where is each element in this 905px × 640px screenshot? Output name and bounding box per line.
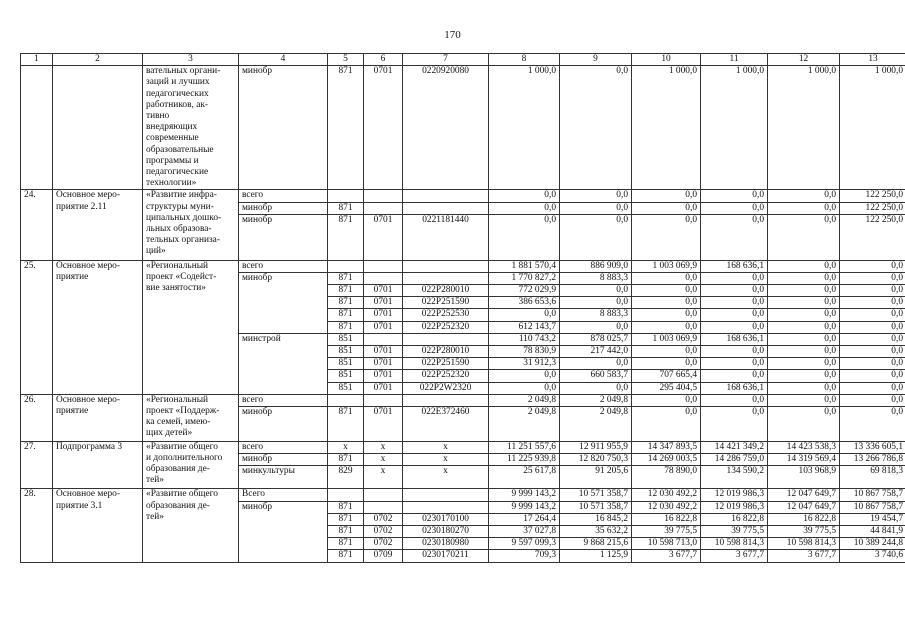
- column-header: 9: [560, 54, 632, 66]
- value-cell: 0,0: [560, 190, 632, 202]
- table-row: [21, 54, 905, 66]
- budget-table: [20, 53, 905, 563]
- value-cell: 0,0: [768, 407, 840, 442]
- code-cell: 0701: [364, 382, 403, 394]
- column-header: 2: [53, 54, 143, 66]
- executor-cell: минобр: [239, 66, 328, 190]
- row-number: 27.: [21, 441, 53, 489]
- value-cell: 3 677,7: [632, 550, 701, 562]
- value-cell: 0,0: [489, 202, 560, 214]
- value-cell: 0,0: [768, 285, 840, 297]
- table-row: [21, 260, 905, 272]
- program-name: «Региональный проект «Содейст- вие занятости»: [143, 260, 239, 394]
- code-cell: 0701: [364, 370, 403, 382]
- program-name: «Развитие общего и дополнительного образования де- тей»: [143, 441, 239, 489]
- code-cell: 0701: [364, 297, 403, 309]
- code-cell: 022E372460: [403, 407, 489, 442]
- page-number: 170: [444, 29, 461, 41]
- value-cell: 0,0: [560, 321, 632, 333]
- code-cell: 0230180270: [403, 526, 489, 538]
- executor-cell: минкультуры: [239, 466, 328, 489]
- value-cell: 2 049,8: [560, 394, 632, 406]
- program-name: «Развитие инфра- структуры муни- ципальных дошко- льных образова- тельных организа- ций»: [143, 190, 239, 260]
- value-cell: 168 636,1: [701, 333, 768, 345]
- column-header: 13: [840, 54, 905, 66]
- value-cell: 2 049,8: [489, 394, 560, 406]
- code-cell: [364, 501, 403, 513]
- code-cell: 851: [328, 333, 364, 345]
- value-cell: 1 003 069,9: [632, 260, 701, 272]
- value-cell: 0,0: [560, 358, 632, 370]
- value-cell: 0,0: [840, 346, 905, 358]
- column-header: 3: [143, 54, 239, 66]
- value-cell: 0,0: [701, 297, 768, 309]
- code-cell: 022P280010: [403, 346, 489, 358]
- code-cell: [403, 394, 489, 406]
- value-cell: 0,0: [768, 382, 840, 394]
- code-cell: 022P251590: [403, 358, 489, 370]
- code-cell: [328, 190, 364, 202]
- row-number: 28.: [21, 489, 53, 562]
- value-cell: 1 881 570,4: [489, 260, 560, 272]
- value-cell: 0,0: [632, 394, 701, 406]
- executor-cell: минобр: [239, 202, 328, 214]
- value-cell: 0,0: [701, 190, 768, 202]
- value-cell: 8 883,3: [560, 309, 632, 321]
- value-cell: 0,0: [632, 309, 701, 321]
- code-cell: 871: [328, 285, 364, 297]
- code-cell: 0701: [364, 358, 403, 370]
- value-cell: 0,0: [840, 309, 905, 321]
- column-header: 7: [403, 54, 489, 66]
- code-cell: 0702: [364, 526, 403, 538]
- code-cell: [403, 260, 489, 272]
- value-cell: 0,0: [768, 190, 840, 202]
- value-cell: 39 775,5: [768, 526, 840, 538]
- value-cell: 0,0: [701, 272, 768, 284]
- code-cell: 871: [328, 297, 364, 309]
- value-cell: 0,0: [840, 285, 905, 297]
- column-header: 8: [489, 54, 560, 66]
- code-cell: 022P252320: [403, 370, 489, 382]
- value-cell: 0,0: [768, 309, 840, 321]
- value-cell: 0,0: [632, 285, 701, 297]
- value-cell: 0,0: [701, 358, 768, 370]
- code-cell: 022P251590: [403, 297, 489, 309]
- code-cell: [403, 202, 489, 214]
- code-cell: 0701: [364, 285, 403, 297]
- value-cell: 0,0: [768, 370, 840, 382]
- executor-cell: всего: [239, 394, 328, 406]
- value-cell: 17 264,4: [489, 513, 560, 525]
- value-cell: 16 822,8: [701, 513, 768, 525]
- value-cell: 19 454,7: [840, 513, 905, 525]
- column-header: 5: [328, 54, 364, 66]
- item-type: Основное меро- приятие 2.11: [53, 190, 143, 260]
- value-cell: 2 049,8: [560, 407, 632, 442]
- value-cell: 12 047 649,7: [768, 489, 840, 501]
- column-header: 10: [632, 54, 701, 66]
- executor-cell: минстрой: [239, 333, 328, 394]
- value-cell: 3 677,7: [701, 550, 768, 562]
- code-cell: 871: [328, 321, 364, 333]
- value-cell: 1 000,0: [768, 66, 840, 190]
- value-cell: 122 250,0: [840, 190, 905, 202]
- value-cell: 1 000,0: [840, 66, 905, 190]
- code-cell: 829: [328, 466, 364, 489]
- value-cell: 217 442,0: [560, 346, 632, 358]
- code-cell: х: [328, 441, 364, 453]
- column-header: 12: [768, 54, 840, 66]
- value-cell: 0,0: [768, 346, 840, 358]
- value-cell: 0,0: [768, 333, 840, 345]
- value-cell: 1 000,0: [489, 66, 560, 190]
- value-cell: 0,0: [632, 358, 701, 370]
- column-header: 11: [701, 54, 768, 66]
- code-cell: 871: [328, 513, 364, 525]
- value-cell: 11 225 939,8: [489, 453, 560, 465]
- code-cell: 0709: [364, 550, 403, 562]
- code-cell: [364, 272, 403, 284]
- executor-cell: всего: [239, 441, 328, 453]
- value-cell: 25 617,8: [489, 466, 560, 489]
- value-cell: 14 421 349,2: [701, 441, 768, 453]
- column-header: 4: [239, 54, 328, 66]
- value-cell: 1 000,0: [701, 66, 768, 190]
- column-header: 6: [364, 54, 403, 66]
- code-cell: 0230170100: [403, 513, 489, 525]
- code-cell: [403, 333, 489, 345]
- value-cell: 122 250,0: [840, 202, 905, 214]
- table-row: [21, 394, 905, 406]
- code-cell: 0701: [364, 346, 403, 358]
- code-cell: [328, 260, 364, 272]
- value-cell: 0,0: [632, 214, 701, 260]
- value-cell: 16 822,8: [632, 513, 701, 525]
- table-cell: [53, 66, 143, 190]
- code-cell: х: [403, 466, 489, 489]
- value-cell: 11 251 557,6: [489, 441, 560, 453]
- value-cell: 13 336 605,1: [840, 441, 905, 453]
- value-cell: 16 822,8: [768, 513, 840, 525]
- code-cell: 871: [328, 272, 364, 284]
- code-cell: [403, 501, 489, 513]
- item-type: Основное меро- приятие 3.1: [53, 489, 143, 562]
- value-cell: 10 867 758,7: [840, 489, 905, 501]
- code-cell: 0230180980: [403, 538, 489, 550]
- code-cell: х: [403, 441, 489, 453]
- value-cell: 0,0: [632, 202, 701, 214]
- value-cell: 37 027,8: [489, 526, 560, 538]
- value-cell: 0,0: [768, 272, 840, 284]
- value-cell: 0,0: [840, 394, 905, 406]
- program-name: «Региональный проект «Поддерж- ка семей, имею- щих детей»: [143, 394, 239, 441]
- table-row: [21, 66, 905, 190]
- value-cell: 78 890,0: [632, 466, 701, 489]
- value-cell: 0,0: [840, 321, 905, 333]
- code-cell: [364, 333, 403, 345]
- value-cell: 78 830,9: [489, 346, 560, 358]
- value-cell: 0,0: [701, 370, 768, 382]
- value-cell: 69 818,3: [840, 466, 905, 489]
- value-cell: 0,0: [840, 358, 905, 370]
- row-number: 26.: [21, 394, 53, 441]
- value-cell: 10 571 358,7: [560, 501, 632, 513]
- value-cell: 0,0: [489, 370, 560, 382]
- table-row: [21, 441, 905, 453]
- value-cell: 0,0: [560, 297, 632, 309]
- value-cell: 3 677,7: [768, 550, 840, 562]
- value-cell: 12 019 986,3: [701, 501, 768, 513]
- value-cell: 31 912,3: [489, 358, 560, 370]
- value-cell: 0,0: [489, 382, 560, 394]
- value-cell: 0,0: [560, 202, 632, 214]
- value-cell: 0,0: [768, 297, 840, 309]
- executor-cell: минобр: [239, 501, 328, 562]
- value-cell: 14 347 893,5: [632, 441, 701, 453]
- value-cell: 0,0: [701, 394, 768, 406]
- value-cell: 0,0: [560, 66, 632, 190]
- value-cell: 0,0: [840, 297, 905, 309]
- value-cell: 9 597 099,3: [489, 538, 560, 550]
- value-cell: 0,0: [701, 407, 768, 442]
- column-header: 1: [21, 54, 53, 66]
- value-cell: 10 867 758,7: [840, 501, 905, 513]
- value-cell: 103 968,9: [768, 466, 840, 489]
- value-cell: 0,0: [632, 321, 701, 333]
- value-cell: 91 205,6: [560, 466, 632, 489]
- value-cell: 1 125,9: [560, 550, 632, 562]
- value-cell: 0,0: [701, 202, 768, 214]
- code-cell: 0230170211: [403, 550, 489, 562]
- value-cell: 0,0: [560, 214, 632, 260]
- value-cell: 0,0: [840, 272, 905, 284]
- code-cell: 851: [328, 346, 364, 358]
- executor-cell: всего: [239, 190, 328, 202]
- code-cell: 0220920080: [403, 66, 489, 190]
- value-cell: 0,0: [632, 346, 701, 358]
- value-cell: 110 743,2: [489, 333, 560, 345]
- code-cell: [364, 489, 403, 501]
- executor-cell: минобр: [239, 453, 328, 465]
- code-cell: 0221181440: [403, 214, 489, 260]
- code-cell: [328, 489, 364, 501]
- code-cell: 871: [328, 538, 364, 550]
- value-cell: 386 653,6: [489, 297, 560, 309]
- value-cell: 0,0: [701, 346, 768, 358]
- code-cell: х: [364, 466, 403, 489]
- executor-cell: всего: [239, 260, 328, 272]
- program-name: «Развитие общего образования де- тей»: [143, 489, 239, 562]
- row-number: 24.: [21, 190, 53, 260]
- table-row: [21, 489, 905, 501]
- code-cell: [403, 272, 489, 284]
- value-cell: 0,0: [632, 297, 701, 309]
- value-cell: 13 266 786,8: [840, 453, 905, 465]
- value-cell: 0,0: [701, 214, 768, 260]
- code-cell: х: [403, 453, 489, 465]
- value-cell: 10 598 814,3: [768, 538, 840, 550]
- value-cell: 709,3: [489, 550, 560, 562]
- value-cell: 0,0: [768, 202, 840, 214]
- code-cell: 871: [328, 309, 364, 321]
- value-cell: 0,0: [489, 214, 560, 260]
- value-cell: 0,0: [560, 382, 632, 394]
- row-number: 25.: [21, 260, 53, 394]
- value-cell: 10 571 358,7: [560, 489, 632, 501]
- item-type: Подпрограмма 3: [53, 441, 143, 489]
- value-cell: 168 636,1: [701, 260, 768, 272]
- value-cell: 0,0: [560, 285, 632, 297]
- value-cell: 0,0: [840, 370, 905, 382]
- value-cell: 12 820 750,3: [560, 453, 632, 465]
- code-cell: 871: [328, 407, 364, 442]
- code-cell: [364, 260, 403, 272]
- value-cell: 168 636,1: [701, 382, 768, 394]
- code-cell: 851: [328, 370, 364, 382]
- value-cell: 12 047 649,7: [768, 501, 840, 513]
- value-cell: 0,0: [840, 333, 905, 345]
- code-cell: 0701: [364, 407, 403, 442]
- value-cell: 9 999 143,2: [489, 489, 560, 501]
- value-cell: 0,0: [768, 214, 840, 260]
- value-cell: 0,0: [840, 407, 905, 442]
- executor-cell: Всего: [239, 489, 328, 501]
- value-cell: 0,0: [768, 260, 840, 272]
- code-cell: [364, 202, 403, 214]
- code-cell: 0701: [364, 309, 403, 321]
- value-cell: 10 389 244,8: [840, 538, 905, 550]
- code-cell: 871: [328, 214, 364, 260]
- code-cell: 0701: [364, 321, 403, 333]
- value-cell: 707 665,4: [632, 370, 701, 382]
- value-cell: 12 911 955,9: [560, 441, 632, 453]
- code-cell: х: [364, 441, 403, 453]
- value-cell: 12 030 492,2: [632, 489, 701, 501]
- value-cell: 660 583,7: [560, 370, 632, 382]
- code-cell: [364, 190, 403, 202]
- code-cell: 851: [328, 382, 364, 394]
- code-cell: 022P2W2320: [403, 382, 489, 394]
- value-cell: 1 003 069,9: [632, 333, 701, 345]
- value-cell: 0,0: [632, 190, 701, 202]
- value-cell: 295 404,5: [632, 382, 701, 394]
- executor-cell: минобр: [239, 407, 328, 442]
- code-cell: 0701: [364, 214, 403, 260]
- code-cell: 022P280010: [403, 285, 489, 297]
- code-cell: 871: [328, 501, 364, 513]
- value-cell: 0,0: [840, 382, 905, 394]
- value-cell: 16 845,2: [560, 513, 632, 525]
- code-cell: 0702: [364, 513, 403, 525]
- executor-cell: минобр: [239, 272, 328, 333]
- value-cell: 39 775,5: [701, 526, 768, 538]
- value-cell: 772 029,9: [489, 285, 560, 297]
- value-cell: 1 000,0: [632, 66, 701, 190]
- code-cell: х: [364, 453, 403, 465]
- value-cell: 122 250,0: [840, 214, 905, 260]
- code-cell: [328, 394, 364, 406]
- value-cell: 0,0: [840, 260, 905, 272]
- value-cell: 0,0: [768, 358, 840, 370]
- value-cell: 612 143,7: [489, 321, 560, 333]
- code-cell: 871: [328, 202, 364, 214]
- value-cell: 0,0: [701, 309, 768, 321]
- code-cell: [403, 489, 489, 501]
- value-cell: 14 423 538,3: [768, 441, 840, 453]
- value-cell: 9 868 215,6: [560, 538, 632, 550]
- value-cell: 0,0: [701, 321, 768, 333]
- code-cell: 851: [328, 358, 364, 370]
- value-cell: 10 598 814,3: [701, 538, 768, 550]
- value-cell: 14 286 759,0: [701, 453, 768, 465]
- code-cell: 022P252530: [403, 309, 489, 321]
- value-cell: 3 740,6: [840, 550, 905, 562]
- value-cell: 0,0: [768, 321, 840, 333]
- value-cell: 0,0: [768, 394, 840, 406]
- code-cell: 871: [328, 526, 364, 538]
- value-cell: 2 049,8: [489, 407, 560, 442]
- code-cell: 871: [328, 453, 364, 465]
- value-cell: 14 269 003,5: [632, 453, 701, 465]
- table-cell: [21, 66, 53, 190]
- value-cell: 35 632,2: [560, 526, 632, 538]
- value-cell: 12 030 492,2: [632, 501, 701, 513]
- value-cell: 14 319 569,4: [768, 453, 840, 465]
- code-cell: 871: [328, 66, 364, 190]
- code-cell: 0702: [364, 538, 403, 550]
- program-name: вательных органи- заций и лучших педагогических работников, ак- тивно внедряющих современные образовательные программы и педагогические технологии»: [143, 66, 239, 190]
- executor-cell: минобр: [239, 214, 328, 260]
- code-cell: 0701: [364, 66, 403, 190]
- code-cell: 022P252320: [403, 321, 489, 333]
- value-cell: 0,0: [632, 407, 701, 442]
- value-cell: 886 909,0: [560, 260, 632, 272]
- value-cell: 39 775,5: [632, 526, 701, 538]
- value-cell: 134 590,2: [701, 466, 768, 489]
- code-cell: [403, 190, 489, 202]
- value-cell: 12 019 986,3: [701, 489, 768, 501]
- value-cell: 1 770 827,2: [489, 272, 560, 284]
- item-type: Основное меро- приятие: [53, 394, 143, 441]
- value-cell: 0,0: [632, 272, 701, 284]
- value-cell: 0,0: [489, 190, 560, 202]
- value-cell: 0,0: [489, 309, 560, 321]
- code-cell: 871: [328, 550, 364, 562]
- value-cell: 0,0: [701, 285, 768, 297]
- item-type: Основное меро- приятие: [53, 260, 143, 394]
- value-cell: 10 598 713,0: [632, 538, 701, 550]
- value-cell: 9 999 143,2: [489, 501, 560, 513]
- value-cell: 8 883,3: [560, 272, 632, 284]
- value-cell: 878 025,7: [560, 333, 632, 345]
- value-cell: 44 841,9: [840, 526, 905, 538]
- code-cell: [364, 394, 403, 406]
- table-row: [21, 190, 905, 202]
